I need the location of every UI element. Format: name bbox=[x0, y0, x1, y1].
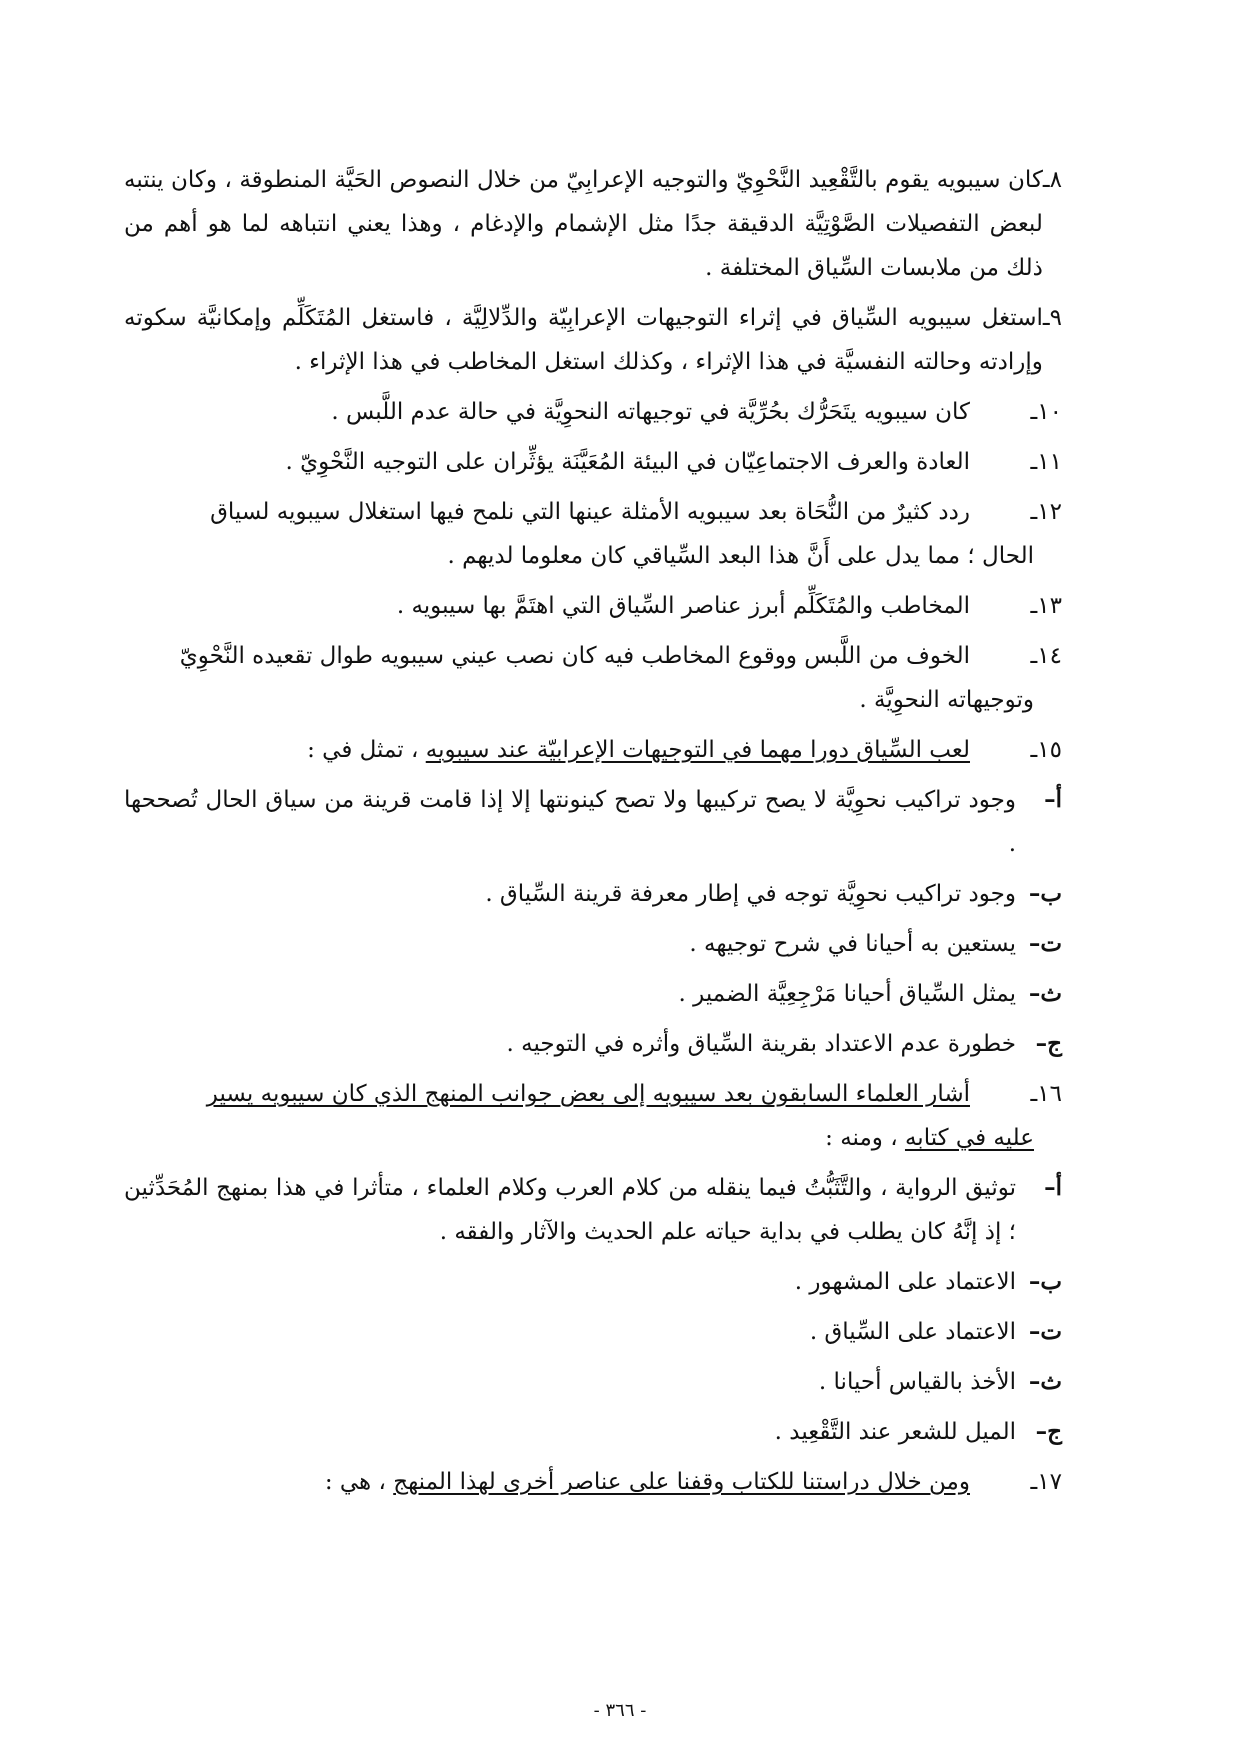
sub-letter: ب– bbox=[1028, 1268, 1062, 1295]
item-number: ٩ـ bbox=[1042, 305, 1062, 331]
sub-text: خطورة عدم الاعتداد بقرينة السِّياق وأثره في التوجيه . bbox=[506, 1031, 1016, 1057]
sub-item bbox=[124, 1022, 1062, 1066]
list-item-13 bbox=[124, 584, 1062, 628]
sub-letter: ج– bbox=[1035, 1418, 1062, 1445]
underlined-heading: ومن خلال دراستنا للكتاب وقفنا على عناصر أخرى لهذا المنهج bbox=[393, 1469, 970, 1495]
item-heading bbox=[124, 728, 970, 772]
sub-letter: ت– bbox=[1028, 1318, 1062, 1345]
item-text: الخوف من اللَّبس ووقوع المخاطب فيه كان نصب عيني سيبويه طوال تقعيده النَّحْوِيّ bbox=[179, 643, 970, 669]
item-number: ١٣ـ bbox=[1030, 593, 1062, 619]
underlined-heading: أشار العلماء السابقون بعد سيبويه إلى بعض جوانب المنهج الذي كان سيبويه يسير bbox=[206, 1081, 970, 1107]
sub-text: يمثل السِّياق أحيانا مَرْجِعِيَّة الضمير . bbox=[678, 981, 1016, 1007]
sub-text: وجود تراكيب نحوِيَّة توجه في إطار معرفة قرينة السِّياق . bbox=[485, 881, 1016, 907]
item-text: استغل سيبويه السِّياق في إثراء التوجيهات الإعرابِيّة والدِّلالِيَّة ، فاستغل المُتَكَلِّم وإمكانيَّة سكوته وإرادته وحالته النفسيَّة في هذا الإثراء ، وكذلك استغل المخاطب في هذا الإثراء . bbox=[124, 305, 1043, 375]
sub-text: الميل للشعر عند التَّقْعِيد . bbox=[774, 1419, 1016, 1445]
list-item-8 bbox=[124, 158, 1062, 290]
sub-item bbox=[124, 1310, 1062, 1354]
item-text-continued: الحال ؛ مما يدل على أَنَّ هذا البعد السِّياقي كان معلوما لديهم . bbox=[447, 543, 1034, 569]
conclusions-list bbox=[124, 158, 1062, 1504]
sub-item bbox=[124, 778, 1062, 866]
sub-letter: ث– bbox=[1028, 1368, 1062, 1395]
sub-item bbox=[124, 1360, 1062, 1404]
sub-item bbox=[124, 922, 1062, 966]
item-number: ١٥ـ bbox=[1030, 737, 1062, 763]
heading-tail: ، ومنه : bbox=[825, 1125, 898, 1151]
sub-list bbox=[124, 778, 1062, 1066]
list-item-10 bbox=[124, 390, 1062, 434]
item-number: ١٢ـ bbox=[1030, 499, 1062, 525]
item-number: ١١ـ bbox=[1030, 449, 1062, 475]
sub-item bbox=[124, 1410, 1062, 1454]
item-number: ١٠ـ bbox=[1030, 399, 1062, 425]
sub-text: وجود تراكيب نحوِيَّة لا يصح تركيبها ولا تصح كينونتها إلا إذا قامت قرينة من سياق الحال تُصححها . bbox=[124, 787, 1016, 857]
list-item-11 bbox=[124, 440, 1062, 484]
list-item-14 bbox=[124, 634, 1062, 722]
sub-item bbox=[124, 972, 1062, 1016]
sub-item bbox=[124, 1166, 1062, 1254]
item-number: ١٧ـ bbox=[1030, 1469, 1062, 1495]
sub-text: يستعين به أحيانا في شرح توجيهه . bbox=[689, 931, 1016, 957]
item-text: كان سيبويه يتَحَرُّك بحُرِّيَّة في توجيهاته النحوِيَّة في حالة عدم اللَّبس . bbox=[331, 399, 970, 425]
heading-tail: ، هي : bbox=[324, 1469, 386, 1495]
sub-item bbox=[124, 872, 1062, 916]
item-text-continued: وتوجيهاته النحوِيَّة . bbox=[859, 687, 1034, 713]
sub-letter: أ– bbox=[1044, 1174, 1062, 1201]
item-heading-continued bbox=[124, 1116, 1062, 1160]
item-number: ١٦ـ bbox=[1030, 1081, 1062, 1107]
sub-letter: ب– bbox=[1028, 880, 1062, 907]
item-number: ١٤ـ bbox=[1030, 643, 1062, 669]
sub-list bbox=[124, 1166, 1062, 1454]
item-heading bbox=[124, 1072, 970, 1116]
sub-text: الاعتماد على المشهور . bbox=[794, 1269, 1016, 1295]
sub-text: الاعتماد على السِّياق . bbox=[809, 1319, 1016, 1345]
heading-tail: ، تمثل في : bbox=[307, 737, 419, 763]
item-text: كان سيبويه يقوم بالتَّقْعِيد النَّحْوِيّ والتوجيه الإعرابِيّ من خلال النصوص الحَيَّة المنطوقة ، وكان ينتبه لبعض التفصيلات الصَّوْتِيَّة الدقيقة جدًا مثل الإشمام والإدغام ، وهذا يعني انتباهه لما هو أهم من ذلك من ملابسات السِّياق المختلفة . bbox=[124, 167, 1043, 281]
sub-letter: ت– bbox=[1028, 930, 1062, 957]
sub-text: الأخذ بالقياس أحيانا . bbox=[818, 1369, 1016, 1395]
list-item-17 bbox=[124, 1460, 1062, 1504]
list-item-12 bbox=[124, 490, 1062, 578]
list-item-9 bbox=[124, 296, 1062, 384]
page-number: - ٣٦٦ - bbox=[593, 1700, 647, 1721]
underlined-heading: لعب السِّياق دورا مهما في التوجيهات الإعرابيّة عند سيبويه bbox=[425, 737, 970, 763]
underlined-heading-continued: عليه في كتابه bbox=[904, 1125, 1034, 1151]
item-text: ردد كثيرٌ من النُّحَاة بعد سيبويه الأمثلة عينها التي نلمح فيها استغلال سيبويه لسياق bbox=[210, 499, 970, 525]
item-text: العادة والعرف الاجتماعِيّان في البيئة المُعَيَّنَة يؤثِّران على التوجيه النَّحْوِيّ . bbox=[285, 449, 970, 475]
item-heading bbox=[124, 1460, 970, 1504]
sub-item bbox=[124, 1260, 1062, 1304]
list-item-16 bbox=[124, 1072, 1062, 1454]
sub-letter: ج– bbox=[1035, 1030, 1062, 1057]
list-item-15 bbox=[124, 728, 1062, 1066]
item-number: ٨ـ bbox=[1042, 167, 1062, 193]
item-text: المخاطب والمُتَكَلِّم أبرز عناصر السِّياق التي اهتَمَّ بها سيبويه . bbox=[396, 593, 970, 619]
sub-letter: أ– bbox=[1044, 786, 1062, 813]
sub-text: توثيق الرواية ، والتَّثَبُّتُ فيما ينقله من كلام العرب وكلام العلماء ، متأثرا في هذا بمنهج المُحَدِّثين ؛ إذ إنَّهُ كان يطلب في بداية حياته علم الحديث والآثار والفقه . bbox=[124, 1175, 1016, 1245]
sub-letter: ث– bbox=[1028, 980, 1062, 1007]
